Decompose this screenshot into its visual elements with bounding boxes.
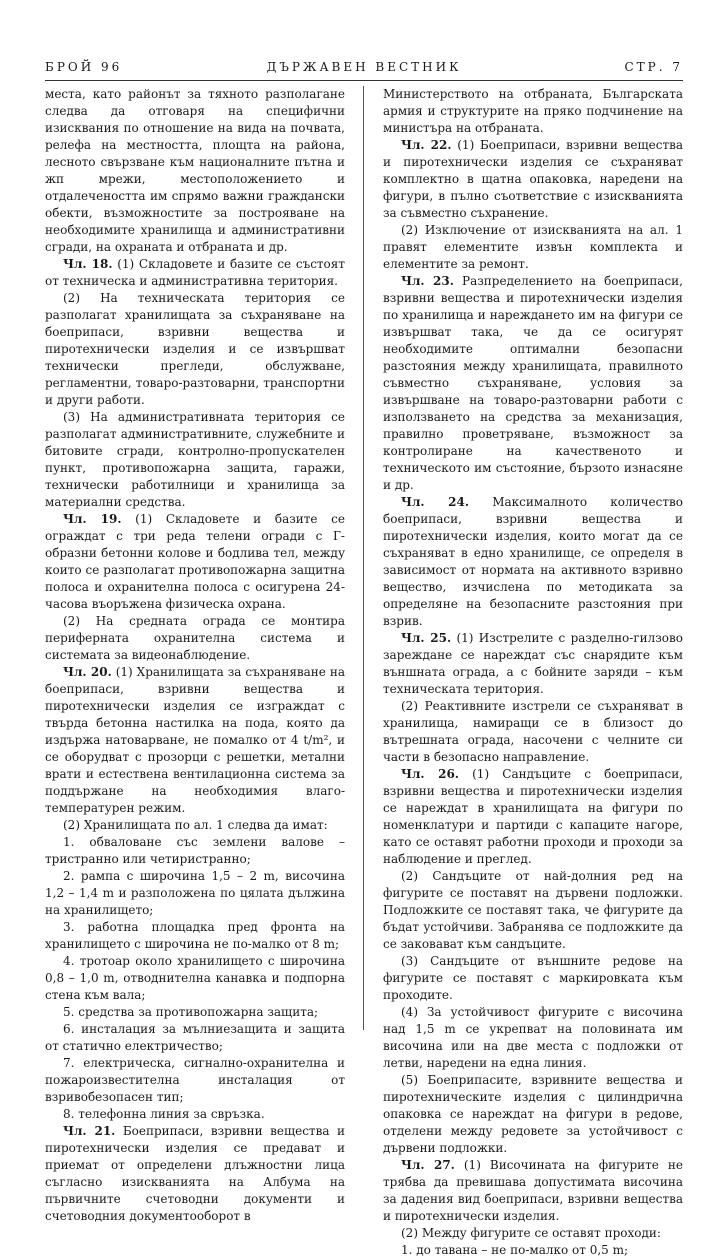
paragraph (45, 817, 345, 834)
right-column (383, 86, 683, 1257)
paragraph (383, 222, 683, 273)
paragraph-text: 1. до тавана – не по-малко от 0,5 m; (401, 1243, 629, 1257)
paragraph (383, 1072, 683, 1157)
paragraph (383, 494, 683, 630)
article-number: Чл. 23. (401, 274, 454, 288)
paragraph (383, 1242, 683, 1259)
paragraph-text: 1. обваловане със землени валове – тристранно или четиристранно; (45, 835, 345, 866)
paragraph (383, 273, 683, 494)
paragraph (45, 613, 345, 664)
paragraph (45, 86, 345, 256)
paragraph-text: 7. електрическа, сигнално-охранителна и пожароизвестителна инсталация от взривобезопасен тип; (45, 1056, 345, 1104)
paragraph-text: (5) Боеприпасите, взривните вещества и пиротехническите изделия с цилиндрична опаковка се нареждат на фигури в редове, отделени между редовете за устойчивост с дървени подложки. (383, 1073, 683, 1155)
paragraph-text: (4) За устойчивост фигурите с височина над 1,5 m се укрепват на половината им височина или на две места с подложки от летви, наредени на една линия. (383, 1005, 683, 1070)
article-number: Чл. 22. (401, 138, 452, 152)
paragraph-text: (2) На техническата територия се разполагат хранилищата за съхраняване на боеприпаси, взривни вещества и пиротехнически изделия и се извършват технически прегледи, обслужване, регламентни, товаро-разтоварни, транспортни и други работи. (45, 291, 345, 407)
left-column (45, 86, 345, 1223)
paragraph-text: (2) Между фигурите се оставят проходи: (401, 1226, 661, 1240)
paragraph (45, 256, 345, 290)
paragraph-text: (1) Складовете и базите се състоят от техническа и административна територия. (45, 257, 345, 288)
paragraph-text: 2. рампа с широчина 1,5 – 2 m, височина 1,2 – 1,4 m и разположена по цялата дължина на хранилището; (45, 869, 345, 917)
paragraph (45, 409, 345, 511)
paragraph (383, 953, 683, 1004)
paragraph-text: 8. телефонна линия за свръзка. (63, 1107, 265, 1121)
article-number: Чл. 20. (63, 665, 112, 679)
paragraph (383, 86, 683, 137)
page-number: СТР. 7 (624, 60, 683, 74)
paragraph-text: 5. средства за противопожарна защита; (63, 1005, 319, 1019)
paragraph (45, 1055, 345, 1106)
paragraph-text: (1) Височината на фигурите не трябва да превишава допустимата височина за дадения вид боеприпаси, взривни вещества и пиротехнически изделия. (383, 1158, 683, 1223)
paragraph (45, 511, 345, 613)
article-number: Чл. 26. (401, 767, 459, 781)
paragraph (45, 290, 345, 409)
paragraph-text: (1) Боеприпаси, взривни вещества и пиротехнически изделия се съхраняват комплектно в щатна опаковка, наредени на фигури, в пълно съответствие с изискванията за съвместно съхранение. (383, 138, 683, 220)
paragraph-text: (1) Складовете и базите се ограждат с три реда телени огради с Г-образни бетонни колове и бодлива тел, между които се разполагат противопожарна защитна полоса и охранителна полоса с осигурена 24-часова въоръжена физическа охрана. (45, 512, 345, 611)
paragraph-text: 4. тротоар около хранилището с широчина 0,8 – 1,0 m, отводнителна канавка и подпорна стена към вала; (45, 954, 345, 1002)
publication-title: ДЪРЖАВЕН ВЕСТНИК (266, 60, 462, 74)
paragraph-text: (1) Изстрелите с разделно-гилзово зареждане се нареждат със снарядите към външната ограда, а с бойните заряди – към техническата територия. (383, 631, 683, 696)
paragraph-text: 6. инсталация за мълниезащита и защита от статично електричество; (45, 1022, 345, 1053)
paragraph (45, 1106, 345, 1123)
article-number: Чл. 19. (63, 512, 122, 526)
paragraph-text: (2) Сандъците от най-долния ред на фигурите се поставят на дървени подложки. Подложките се поставят така, че фигурите да бъдат устойчиви. Забранява се подложките да се заковават към сандъците. (383, 869, 683, 951)
paragraph-text: (2) Реактивните изстрели се съхраняват в хранилища, намиращи се в близост до вътрешната ограда, насочени с челните си части в безопасно направление. (383, 699, 683, 764)
paragraph (383, 630, 683, 698)
paragraph-text: 3. работна площадка пред фронта на хранилището с широчина не по-малко от 8 m; (45, 920, 345, 951)
paragraph (45, 919, 345, 953)
paragraph (45, 664, 345, 817)
paragraph-text: (1) Сандъците с боеприпаси, взривни вещества и пиротехнически изделия се нареждат в хранилищата на фигури по номенклатури и партиди с капаците нагоре, като се оставят работни проходи и проходи за наблюдение и преглед. (383, 767, 683, 866)
header-rule (45, 80, 683, 81)
paragraph (383, 1225, 683, 1242)
page-header (45, 60, 683, 78)
paragraph-text: (3) На административната територия се разполагат административните, служебните и битовите сгради, контролно-пропускателен пункт, противопожарна защита, гаражи, технически работилници и хранилища за материални средства. (45, 410, 345, 509)
paragraph (45, 1021, 345, 1055)
paragraph (383, 1157, 683, 1225)
paragraph-text: (2) На средната ограда се монтира периферната охранителна система и системата за видеонаблюдение. (45, 614, 345, 662)
paragraph-text: Максималното количество боеприпаси, взривни вещества и пиротехнически изделия, които могат да се съхраняват в едно хранилище, се определя в зависимост от нормата на активното взривно вещество, изчислена по методиката за определяне на безопасните разстояния при взрив. (383, 495, 683, 628)
paragraph (383, 766, 683, 868)
paragraph (383, 698, 683, 766)
paragraph (383, 137, 683, 222)
paragraph-text: места, като районът за тяхното разполагане следва да отговаря на специфични изисквания по отношение на вида на почвата, релефа на местността, площта на района, лесното свързване към националните пътна и жп мрежи, местоположението и отдалечеността им спрямо важни граждански обекти, възможностите за построяване на необходимите хранилища и административни сгради, на охраната и отбраната и др. (45, 87, 345, 254)
paragraph (45, 953, 345, 1004)
paragraph-text: Министерството на отбраната, Българската армия и структурите на пряко подчинение на министъра на отбраната. (383, 87, 683, 135)
paragraph (45, 1004, 345, 1021)
paragraph-text: (2) Хранилищата по ал. 1 следва да имат: (63, 818, 328, 832)
article-number: Чл. 21. (63, 1124, 116, 1138)
paragraph (45, 1123, 345, 1225)
article-number: Чл. 27. (401, 1158, 455, 1172)
article-number: Чл. 18. (63, 257, 113, 271)
paragraph-text: Разпределението на боеприпаси, взривни вещества и пиротехнически изделия по хранилища и нареждането им на фигури се извършват така, че да се осигурят необходимите оптимални безопасни разстояния между хранилищата, правилното съвместно съхраняване, условия за извършване на товаро-разтоварни работи с използването на средства за механизация, правилно проветряване, възможност за контролиране на качественото и техническото им състояние, бързото изнасяне и др. (383, 274, 683, 492)
article-number: Чл. 25. (401, 631, 452, 645)
issue-number: БРОЙ 96 (45, 60, 123, 74)
paragraph (45, 834, 345, 868)
paragraph-text: (2) Изключение от изискванията на ал. 1 правят елементите извън комплекта и елементите за ремонт. (383, 223, 683, 271)
column-divider (363, 86, 364, 1030)
paragraph-text: (3) Сандъците от външните редове на фигурите се поставят с маркировката към проходите. (383, 954, 683, 1002)
paragraph (383, 1004, 683, 1072)
paragraph-text: (1) Хранилищата за съхраняване на боеприпаси, взривни вещества и пиротехнически изделия се изграждат с твърда бетонна настилка на пода, която да издържа натоварване, не помалко от 4 t/m², и се оборудват с прозорци с решетки, метални врати и естествена вентилационна система за поддържане на необходимия влаго-температурен режим. (45, 665, 345, 815)
paragraph (383, 868, 683, 953)
paragraph (45, 868, 345, 919)
paragraph-text: Боеприпаси, взривни вещества и пиротехнически изделия се предават и приемат от определени длъжностни лица съгласно изискванията на Албума на първичните счетоводни документи и счетоводния документооборот в (45, 1124, 345, 1223)
article-number: Чл. 24. (401, 495, 470, 509)
